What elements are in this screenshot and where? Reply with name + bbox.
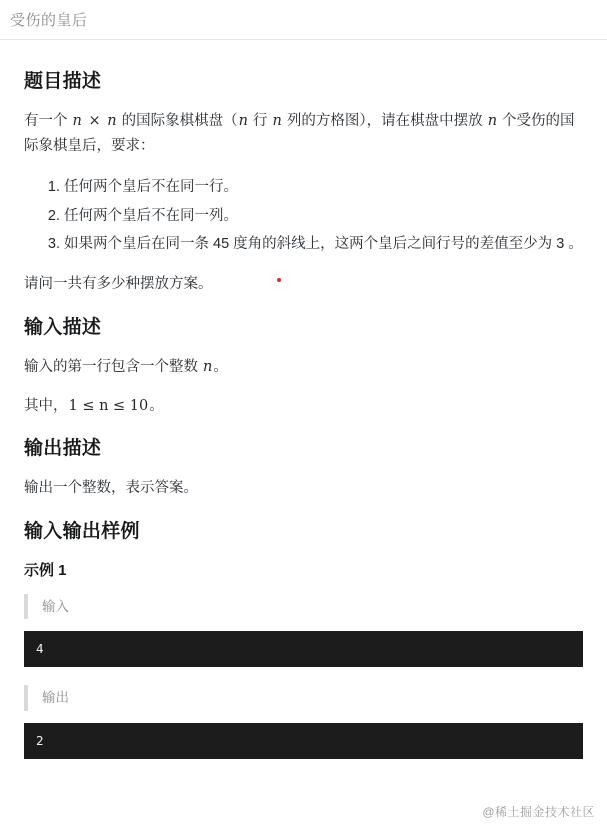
math-n: n [72,113,82,129]
paragraph-output: 输出一个整数，表示答案。 [24,480,198,497]
page-header [0,0,607,40]
paragraph-input-constraint [24,394,583,419]
heading-output-description: 输出描述 [24,438,102,460]
input-label: 输入 [24,594,583,620]
output-label: 输出 [24,685,583,711]
text-fragment: 输入的第一行包含一个整数 [24,358,203,375]
list-item: 3. 如果两个皇后在同一条 45 度角的斜线上，这两个皇后之间行号的差值至少为 3 。 [64,231,583,258]
text-fragment: 的国际象棋棋盘（ [117,113,238,129]
heading-input-description: 输入描述 [24,316,102,338]
text-fragment: × [83,113,106,129]
watermark-text: @稀土掘金技术社区 [482,805,595,819]
math-constraint: 1 ≤ n ≤ 10 [68,397,149,414]
input-code-block: 4 [24,631,583,667]
math-n: n [238,113,248,129]
text-fragment: 列的方格图），请在棋盘中摆放 [282,113,487,129]
text-fragment: 。 [213,358,228,375]
math-n: n [487,113,498,129]
example-heading: 示例 1 [24,561,67,579]
heading-sample-io: 输入输出样例 [24,520,140,542]
math-n: n [107,113,117,129]
rules-list [24,174,583,258]
math-n: n [203,358,213,375]
paragraph-input-line-1 [24,355,583,380]
text-fragment: 。 [149,397,164,414]
list-item: 2. 任何两个皇后不在同一列。 [64,203,583,230]
text-fragment: 其中， [24,397,68,414]
math-n: n [272,113,282,129]
heading-problem-description: 题目描述 [24,71,102,92]
text-fragment: 行 [248,113,272,129]
document-content [0,40,607,759]
cursor-dot-marker [277,278,281,282]
page-title: 受伤的皇后 [10,12,88,29]
text-fragment: 有一个 [24,113,72,129]
paragraph-question: 请问一共有多少种摆放方案。 [24,276,213,293]
list-item: 1. 任何两个皇后不在同一行。 [64,174,583,201]
text-fragment: 个受伤的国际象棋皇后，要求： [24,113,575,155]
paragraph-problem-statement [24,109,583,160]
output-code-block: 2 [24,723,583,759]
